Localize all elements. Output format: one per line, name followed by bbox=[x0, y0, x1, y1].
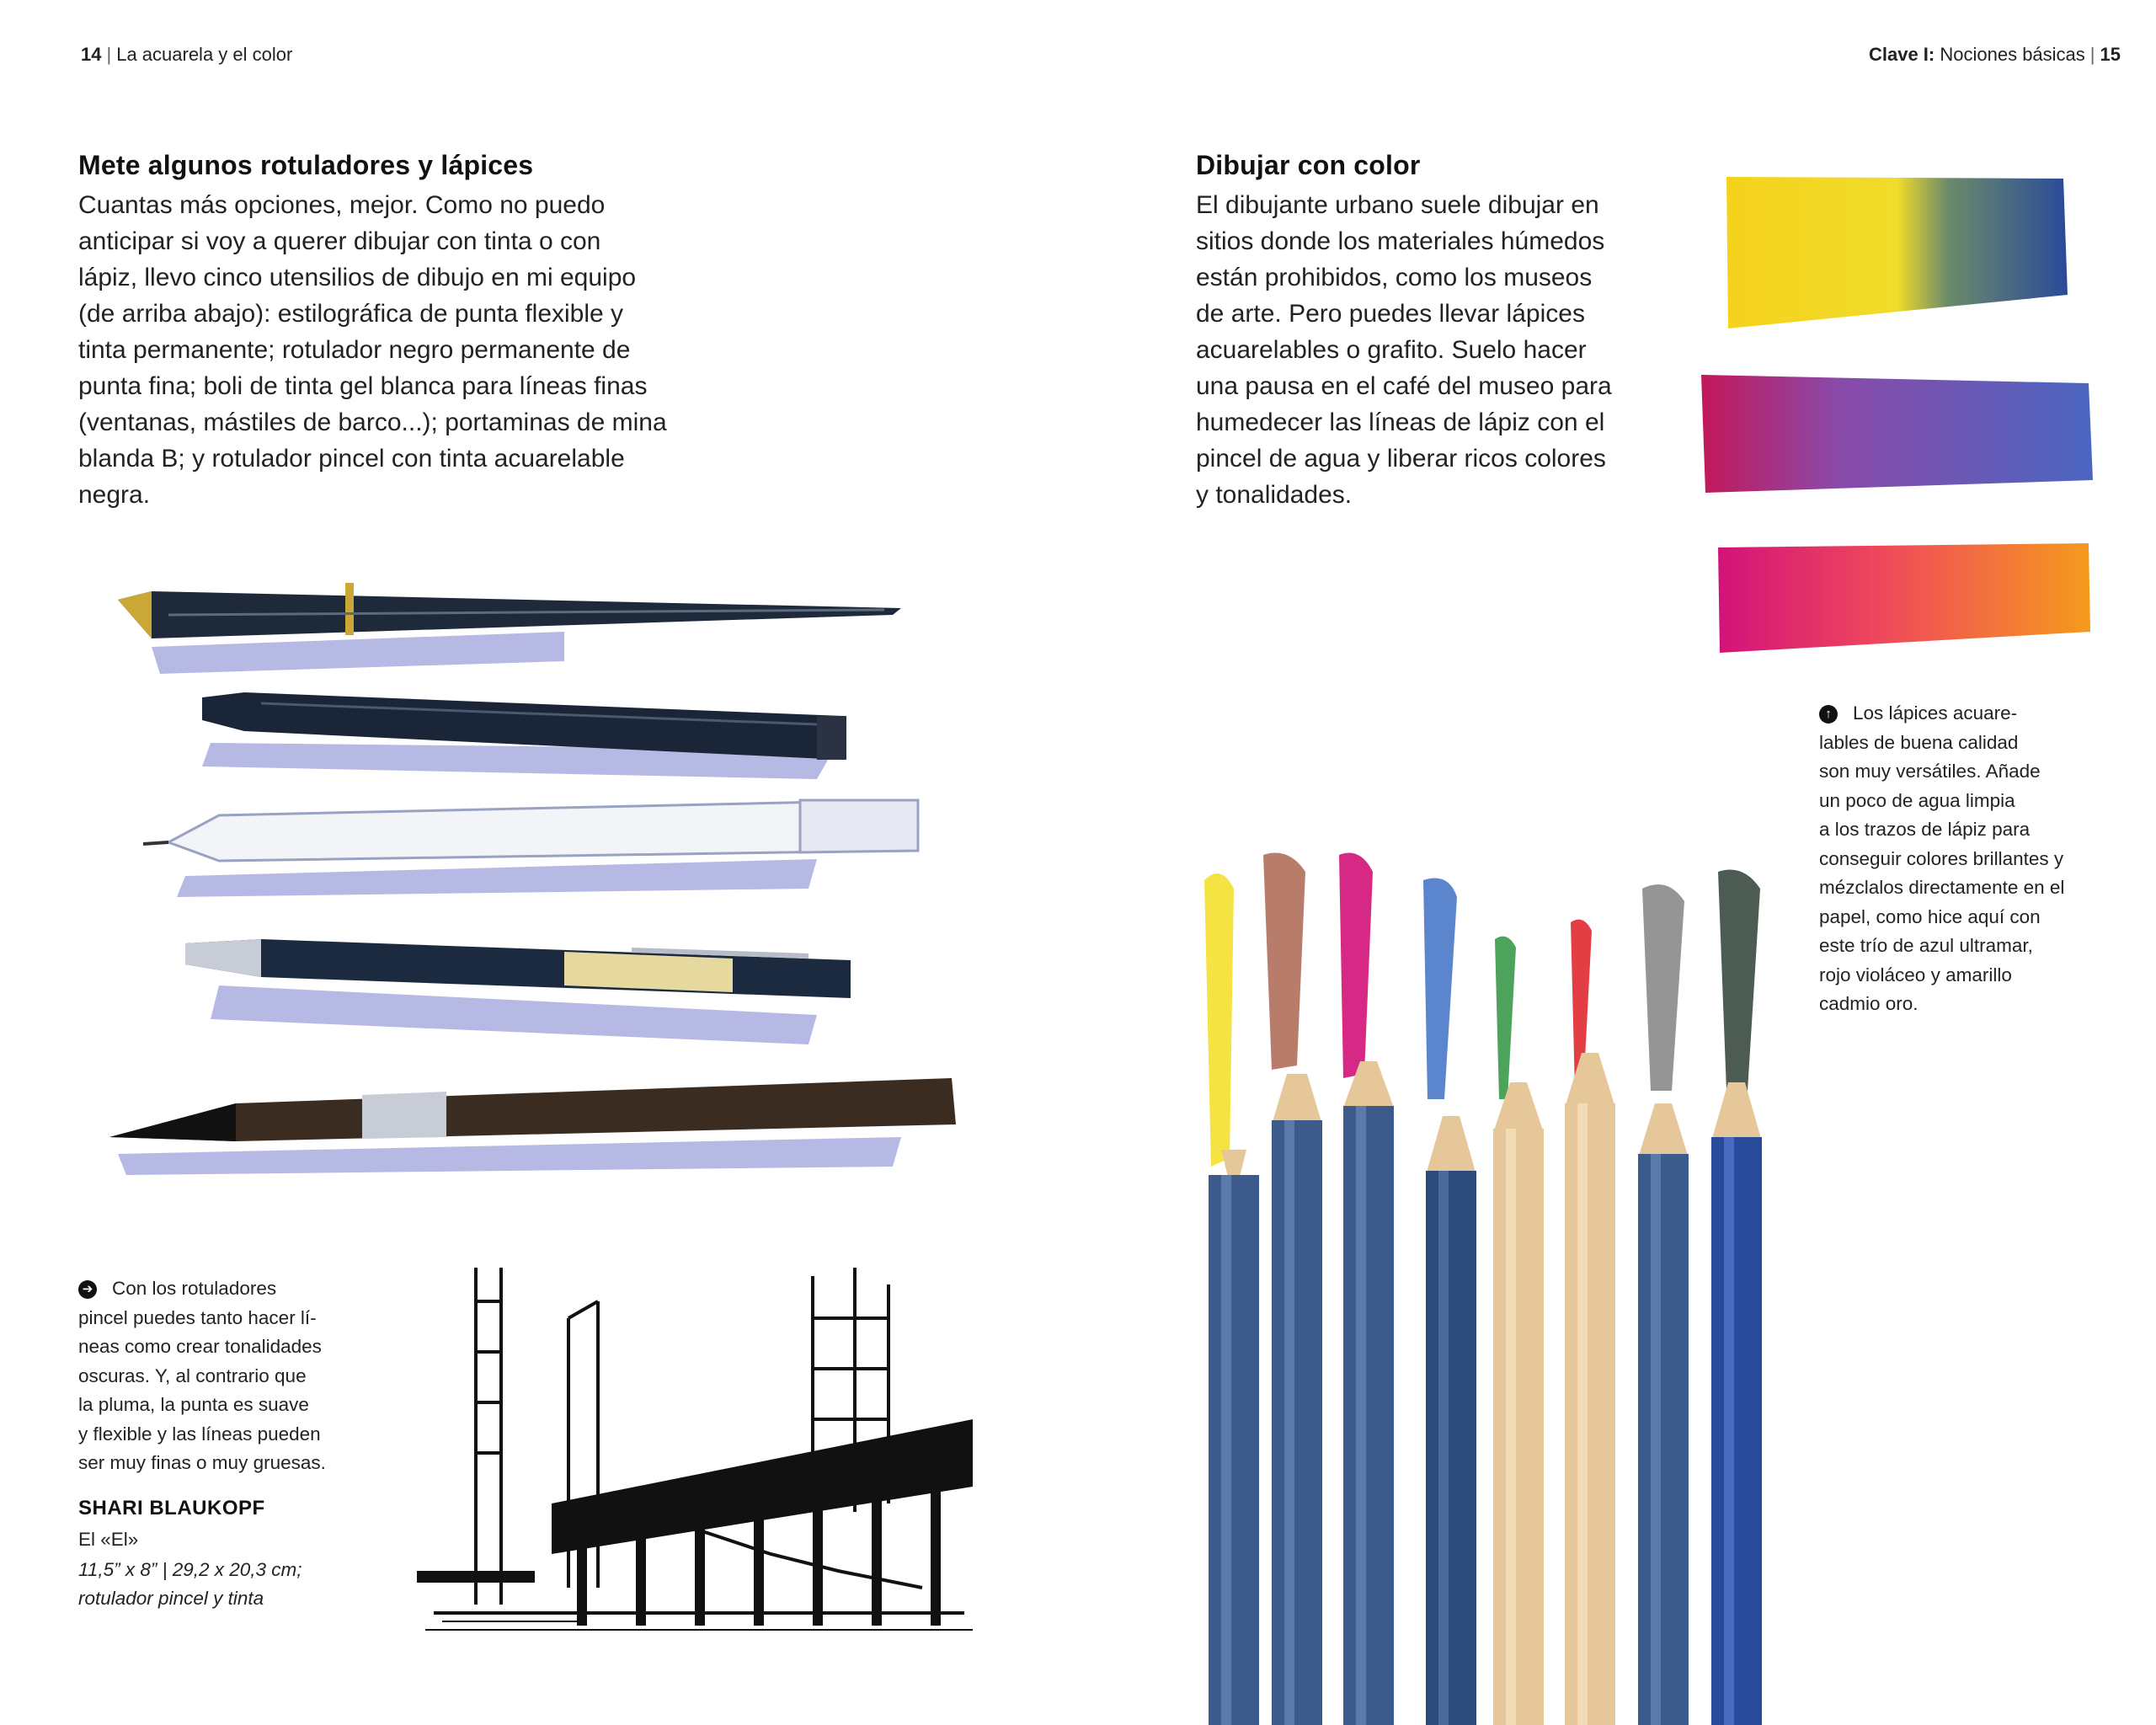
right-body-text: El dibujante urbano suele dibujar en sitios donde los materiales húmedos están prohibidos, como los museos de arte. Pero puedes llevar lápices acuarelables o grafito. Suelo hacer una pausa en el café del museo para humedecer las líneas de lápiz con el pincel de agua y liberar ricos colores y tonalidades. bbox=[1196, 191, 1612, 509]
left-heading: Mete algunos rotuladores y lápices bbox=[78, 150, 534, 180]
right-page-number: 15 bbox=[2100, 44, 2121, 65]
left-caption: ➔ Con los rotuladores pincel puedes tanto hacer lí- neas como crear tonalidades oscuras. Y, al contrario que la pluma, la punta es suave y flexible y las líneas pueden ser muy finas o muy gruesas. bbox=[78, 1278, 326, 1473]
arrow-right-circle-icon: ➔ bbox=[78, 1280, 97, 1299]
blue-stroke bbox=[1423, 879, 1457, 1100]
dark-green-stroke bbox=[1718, 870, 1760, 1092]
white-gel-pen bbox=[143, 800, 918, 897]
fountain-pen bbox=[118, 583, 901, 674]
left-caption-block bbox=[78, 1274, 356, 1613]
green-stroke bbox=[1495, 937, 1516, 1099]
magenta-stroke bbox=[1339, 853, 1373, 1079]
artwork-details: 11,5” x 8” | 29,2 x 20,3 cm; rotulador pincel y tinta bbox=[78, 1558, 302, 1609]
pencil bbox=[1209, 1150, 1259, 1725]
pencil bbox=[1493, 1082, 1544, 1725]
pencil bbox=[1565, 1053, 1615, 1725]
fine-liner-pen bbox=[202, 692, 846, 779]
yellow-blue-swatch bbox=[1726, 177, 2068, 328]
pens-illustration bbox=[93, 547, 985, 1188]
left-running-title: La acuarela y el color bbox=[116, 44, 293, 65]
right-running-section: Clave I: bbox=[1868, 44, 1935, 65]
artist-name: SHARI BLAUKOPF bbox=[78, 1496, 265, 1519]
colored-pencils-illustration bbox=[1187, 838, 1794, 1725]
right-running-head: Clave I: Nociones básicas | 15 bbox=[1868, 44, 2121, 65]
magenta-blue-swatch bbox=[1701, 375, 2093, 493]
right-running-title: Nociones básicas bbox=[1940, 44, 2085, 65]
pencil bbox=[1426, 1116, 1476, 1725]
left-body-text: Cuantas más opciones, mejor. Como no puedo anticipar si voy a querer dibujar con tinta o con lápiz, llevo cinco utensilios de dibujo en mi equipo (de arriba abajo): estilográfica de punta flexible y tinta permanente; rotulador negro permanente de punta fina; boli de tinta gel blanca para líneas finas (ventanas, mástiles de barco...); portaminas de mina blanda B; y rotulador pincel con tinta acuarelable negra. bbox=[78, 191, 667, 509]
right-caption-block bbox=[1819, 699, 2097, 1019]
right-caption: ↑ Los lápices acuare- lables de buena calidad son muy versátiles. Añade un poco de agua limpia a los trazos de lápiz para conseguir colores brillantes y mézclalos directamente en el papel, como hice aquí con este trío de azul ultramar, rojo violáceo y amarillo cadmio oro. bbox=[1819, 702, 2065, 1014]
left-running-head: 14 | La acuarela y el color bbox=[81, 44, 293, 65]
pencil bbox=[1272, 1074, 1322, 1725]
mechanical-pencil bbox=[185, 939, 851, 1044]
brush-pen bbox=[109, 1078, 956, 1175]
pencil-row bbox=[1209, 1053, 1762, 1725]
left-page-number: 14 bbox=[81, 44, 102, 65]
ink-sketch-illustration bbox=[417, 1251, 981, 1642]
gray-stroke bbox=[1642, 884, 1684, 1091]
right-heading: Dibujar con color bbox=[1196, 150, 1421, 180]
pencil bbox=[1343, 1061, 1394, 1725]
color-swatches-illustration bbox=[1684, 160, 2105, 665]
pencil bbox=[1638, 1103, 1689, 1725]
brown-stroke bbox=[1263, 853, 1305, 1071]
yellow-stroke bbox=[1204, 873, 1234, 1167]
magenta-orange-swatch bbox=[1718, 543, 2090, 653]
artwork-title: El «El» bbox=[78, 1528, 139, 1550]
arrow-up-circle-icon: ↑ bbox=[1819, 705, 1838, 724]
pencil bbox=[1711, 1082, 1762, 1725]
